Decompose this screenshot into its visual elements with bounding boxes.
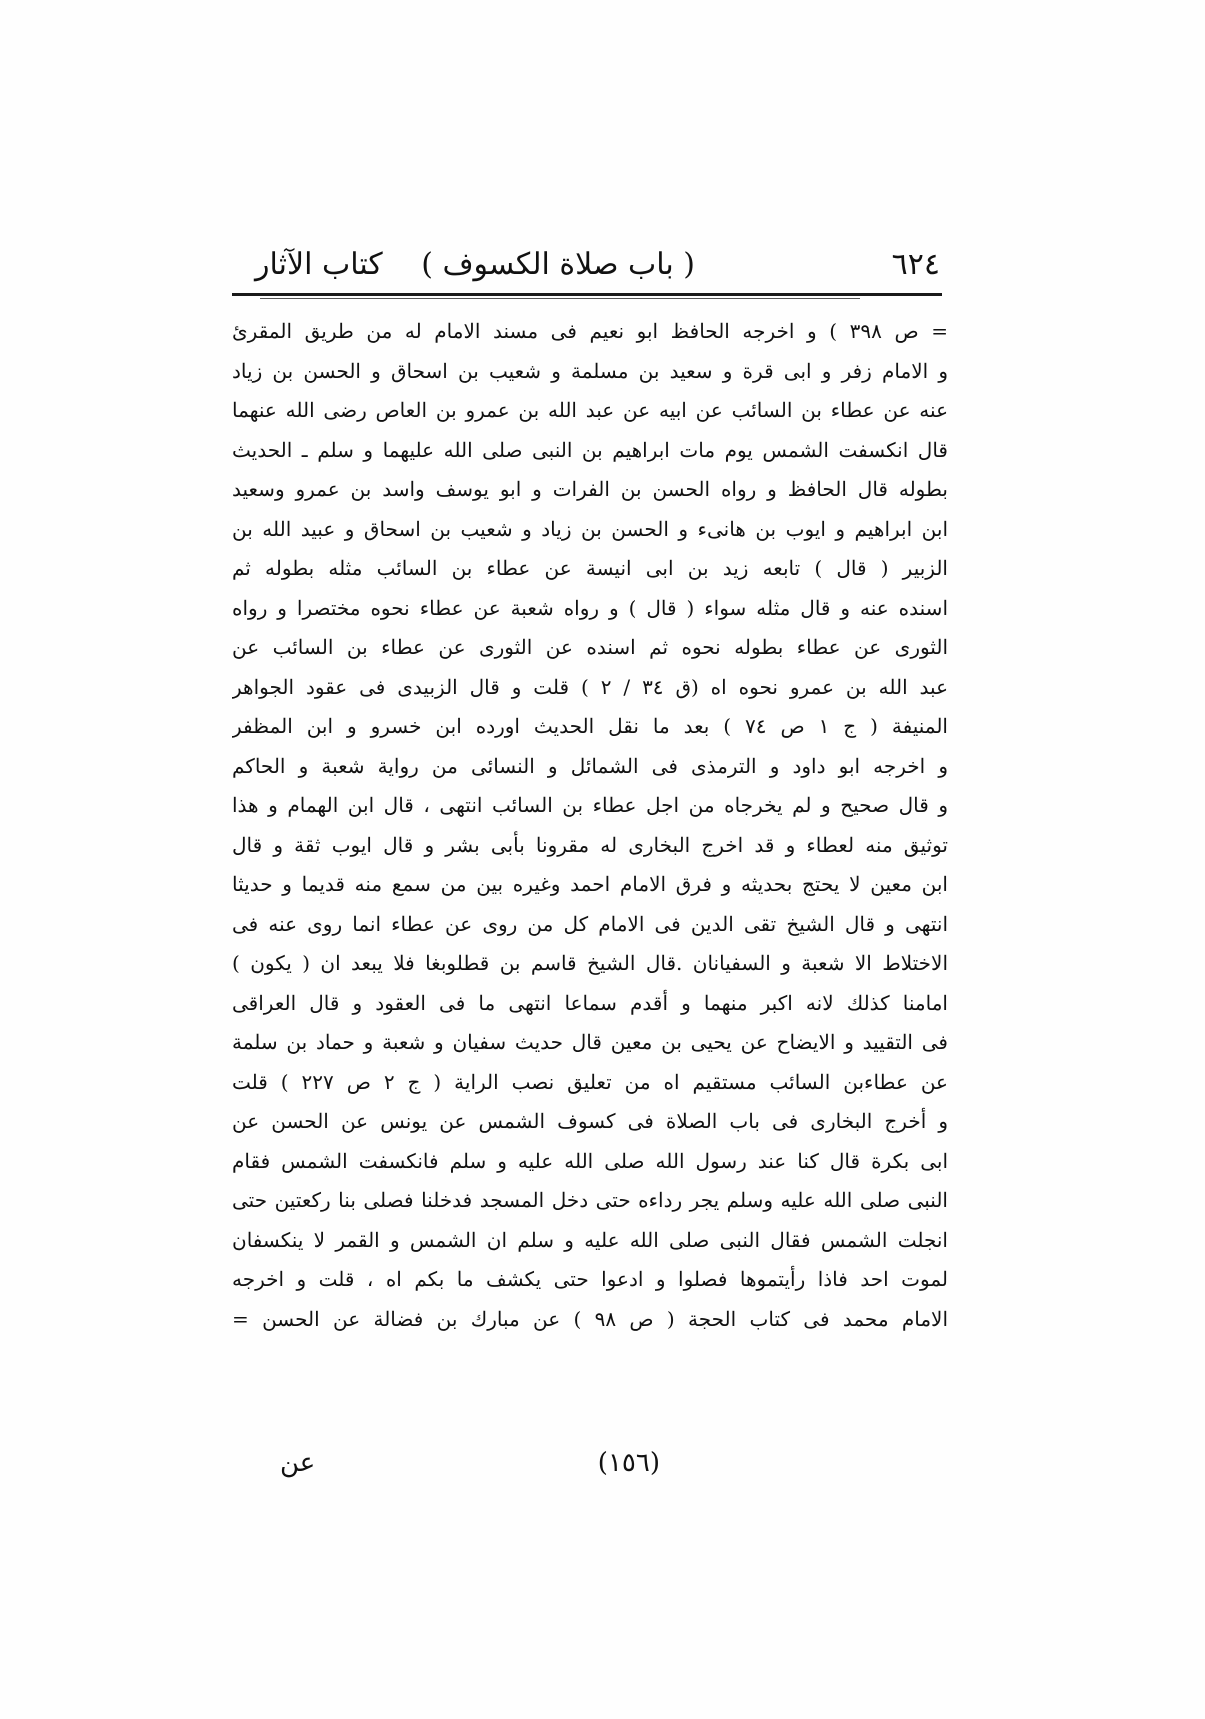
text-line: ابن معين لا يحتج بحديثه و فرق الامام احمد وغيره بين من سمع منه قديما و حديثا <box>232 872 948 896</box>
text-line: عن عطاءبن السائب مستقيم اه من تعليق نصب الراية ( ج ٢ ص ٢٢٧ ) قلت <box>232 1069 948 1094</box>
text-line: الثورى عن عطاء بطوله نحوه ثم اسنده عن الثورى عن عطاء بن السائب عن <box>232 635 948 659</box>
header-rule <box>232 293 942 296</box>
text-line: انتهى و قال الشيخ تقى الدين فى الامام كل من روى عن عطاء انما روى عنه فى <box>232 911 948 936</box>
page-header <box>230 240 950 290</box>
header-rule-thin <box>260 298 860 299</box>
body-text <box>232 312 948 1339</box>
text-line: النبى صلى الله عليه وسلم يجر رداءه حتى دخل المسجد فدخلنا فصلى بنا ركعتين حتى <box>232 1188 948 1212</box>
text-line: بطوله قال الحافظ و رواه الحسن بن الفرات و ابو يوسف واسد بن عمرو وسعيد <box>232 477 948 501</box>
text-line: الاختلاط الا شعبة و السفيانان .قال الشيخ قاسم بن قطلوبغا فلا يبعد ان ( يكون ) <box>232 951 948 975</box>
text-line: امامنا كذلك لانه اكبر منهما و أقدم سماعا انتهى ما فى العقود و قال العراقى <box>232 990 948 1015</box>
text-line: و الامام زفر و ابى قرة و سعيد بن مسلمة و شعيب بن اسحاق و الحسن بن زياد <box>232 358 948 383</box>
text-line: = ص ٣٩٨ ) و اخرجه الحافظ ابو نعيم فى مسند الامام له من طريق المقرئ <box>232 319 948 343</box>
chapter-title: ( باب صلاة الكسوف ) <box>421 247 695 282</box>
text-line: و اخرجه ابو داود و الترمذى فى الشمائل و النسائى من رواية شعبة و الحاكم <box>232 753 948 778</box>
text-line: و قال صحيح و لم يخرجاه من اجل عطاء بن السائب انتهى ، قال ابن الهمام و هذا <box>232 793 948 817</box>
text-line: الامام محمد فى كتاب الحجة ( ص ٩٨ ) عن مبارك بن فضالة عن الحسن = <box>232 1306 948 1331</box>
text-line: عنه عن عطاء بن السائب عن ابيه عن عبد الله بن عمرو بن العاص رضى الله عنهما <box>232 398 948 422</box>
text-line: اسنده عنه و قال مثله سواء ( قال ) و رواه شعبة عن عطاء نحوه مختصرا و رواه <box>232 595 948 620</box>
text-line: ابى بكرة قال كنا عند رسول الله صلى الله عليه و سلم فانكسفت الشمس فقام <box>232 1148 948 1173</box>
text-line: انجلت الشمس فقال النبى صلى الله عليه و سلم ان الشمس و القمر لا ينكسفان <box>232 1227 948 1252</box>
text-line: قال انكسفت الشمس يوم مات ابراهيم بن النبى صلى الله عليهما و سلم ـ الحديث <box>232 437 948 462</box>
page-number: ٦٢٤ <box>891 247 940 282</box>
catchword: عن <box>280 1448 316 1478</box>
text-line: المنيفة ( ج ١ ص ٧٤ ) بعد ما نقل الحديث اورده ابن خسرو و ابن المظفر <box>232 714 948 738</box>
text-line: ابن ابراهيم و ايوب بن هانىء و الحسن بن زياد و شعيب بن اسحاق و عبيد الله بن <box>232 516 948 541</box>
text-line: توثيق منه لعطاء و قد اخرج البخارى له مقرونا بأبى بشر و قال ايوب ثقة و قال <box>232 832 948 857</box>
text-line: لموت احد فاذا رأيتموها فصلوا و ادعوا حتى يكشف ما بكم اه ، قلت و اخرجه <box>232 1267 948 1291</box>
text-line: الزبير ( قال ) تابعه زيد بن ابى انيسة عن عطاء بن السائب مثله بطوله ثم <box>232 556 948 580</box>
text-line: عبد الله بن عمرو نحوه اه (ق ٣٤ / ٢ ) قلت و قال الزبيدى فى عقود الجواهر <box>232 674 948 699</box>
text-line: فى التقييد و الايضاح عن يحيى بن معين قال حديث سفيان و شعبة و حماد بن سلمة <box>232 1030 948 1054</box>
text-line: و أخرج البخارى فى باب الصلاة فى كسوف الشمس عن يونس عن الحسن عن <box>232 1109 948 1133</box>
sheet-number: (١٥٦) <box>597 1448 660 1478</box>
page-footer <box>230 1440 950 1486</box>
book-title: كتاب الآثار <box>255 247 383 282</box>
